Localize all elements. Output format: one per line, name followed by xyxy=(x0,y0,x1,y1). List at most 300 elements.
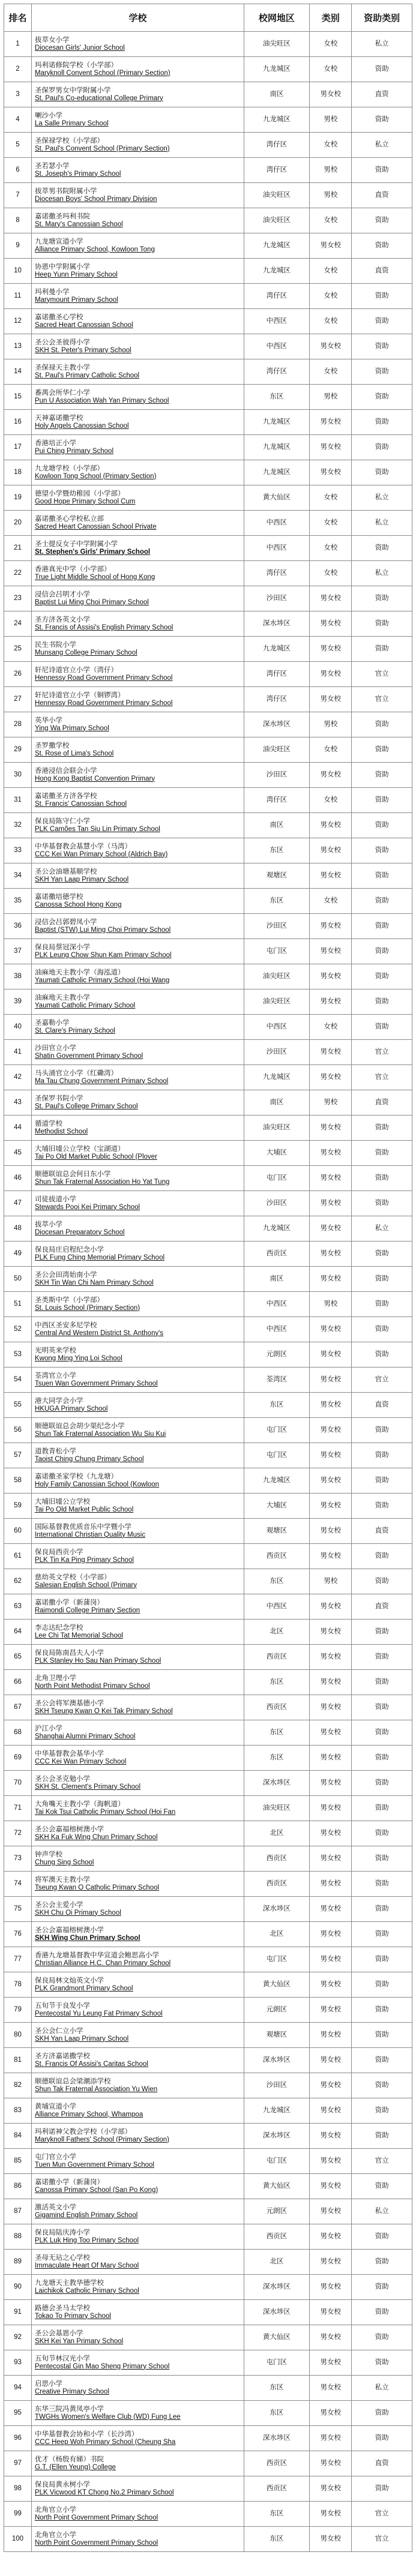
school-name-zh: 五旬节林汉光小学 xyxy=(34,2355,90,2362)
school-name-zh: 东华三院冯黄凤亭小学 xyxy=(34,2405,104,2413)
school-name-en: Lee Chi Tat Memorial School xyxy=(34,1632,123,1639)
district-cell: 沙田区 xyxy=(244,2073,310,2098)
school-name-zh: 保良局蔡冠深小学 xyxy=(34,943,90,951)
table-row xyxy=(4,1494,412,1519)
school-name-en: St. Joseph's Primary School xyxy=(34,170,121,178)
school-name-zh: 圣公会田湾始南小学 xyxy=(34,1271,97,1279)
school-cell xyxy=(31,2124,244,2149)
school-name-en: Alliance Primary School, Kowloon Tong xyxy=(34,245,155,253)
funding-cell: 资助 xyxy=(352,637,412,662)
funding-cell: 资助 xyxy=(352,410,412,435)
school-name-en: HKUGA Primary School xyxy=(34,1405,108,1413)
funding-cell: 私立 xyxy=(352,485,412,511)
rank-cell: 10 xyxy=(4,259,32,284)
district-cell: 中西区 xyxy=(244,536,310,561)
school-name-zh: 北角官立小学 xyxy=(34,2506,76,2514)
school-name-zh: 拔萃男书院附属小学 xyxy=(34,187,97,195)
gender-cell: 女校 xyxy=(310,788,352,813)
rank-cell: 85 xyxy=(4,2149,32,2174)
school-cell xyxy=(31,813,244,838)
school-cell xyxy=(31,1040,244,1065)
school-name-en: Munsang College Primary School xyxy=(34,649,137,656)
funding-cell: 资助 xyxy=(352,2426,412,2451)
rank-cell: 98 xyxy=(4,2476,32,2502)
rank-cell: 19 xyxy=(4,485,32,511)
rank-cell: 50 xyxy=(4,1267,32,1292)
table-row xyxy=(4,1771,412,1796)
gender-cell: 男女校 xyxy=(310,2224,352,2250)
funding-cell: 资助 xyxy=(352,611,412,637)
district-cell: 西贡区 xyxy=(244,2476,310,2502)
school-ranking-table xyxy=(4,4,412,2552)
rank-cell: 14 xyxy=(4,359,32,385)
school-cell xyxy=(31,309,244,334)
district-cell: 东区 xyxy=(244,1393,310,1418)
funding-cell: 资助 xyxy=(352,712,412,737)
rank-cell: 46 xyxy=(4,1166,32,1191)
rank-cell: 47 xyxy=(4,1191,32,1216)
district-cell: 黄大仙区 xyxy=(244,485,310,511)
funding-cell: 私立 xyxy=(352,2199,412,2224)
school-name-zh: 中华基督教会协和小学（长沙湾） xyxy=(34,2430,139,2438)
school-name-zh: 德望小学暨幼稚园（小学部） xyxy=(34,490,125,497)
district-cell: 中西区 xyxy=(244,511,310,536)
funding-cell: 资助 xyxy=(352,1998,412,2023)
school-name-zh: 浸信会吕郭碧凤小学 xyxy=(34,918,97,926)
school-cell xyxy=(31,1443,244,1468)
header-district: 校网地区 xyxy=(244,4,310,32)
school-name-en: Raimondi College Primary Section xyxy=(34,1606,140,1614)
funding-cell: 资助 xyxy=(352,435,412,460)
school-name-en: PLK Camões Tan Siu Lin Primary School xyxy=(34,825,160,833)
funding-cell: 私立 xyxy=(352,1216,412,1241)
gender-cell: 男女校 xyxy=(310,1317,352,1342)
district-cell: 南区 xyxy=(244,1090,310,1115)
school-cell xyxy=(31,1065,244,1090)
school-name-en: Yaumati Catholic Primary School (Hoi Wang xyxy=(34,976,170,984)
school-cell xyxy=(31,2023,244,2048)
table-row xyxy=(4,485,412,511)
school-cell xyxy=(31,1720,244,1746)
table-row xyxy=(4,284,412,309)
school-cell xyxy=(31,2149,244,2174)
funding-cell: 资助 xyxy=(352,2048,412,2073)
school-name-en: Tseung Kwan O Catholic Primary School xyxy=(34,1884,160,1891)
school-name-zh: 圣保罗男女中学附属小学 xyxy=(34,86,111,94)
funding-cell: 资助 xyxy=(352,939,412,964)
funding-cell: 资助 xyxy=(352,914,412,939)
funding-cell: 资助 xyxy=(352,1468,412,1494)
table-row xyxy=(4,1519,412,1544)
school-name-en: PLK Tin Ka Ping Primary School xyxy=(34,1556,134,1564)
rank-cell: 65 xyxy=(4,1645,32,1670)
gender-cell: 男女校 xyxy=(310,2073,352,2098)
school-name-en: St. Rose of Lima's School xyxy=(34,749,114,757)
funding-cell: 资助 xyxy=(352,1821,412,1846)
funding-cell: 资助 xyxy=(352,586,412,611)
funding-cell: 资助 xyxy=(352,536,412,561)
school-name-en: Pun U Association Wah Yan Primary School xyxy=(34,397,169,404)
school-cell xyxy=(31,1544,244,1569)
gender-cell: 男女校 xyxy=(310,964,352,989)
school-cell xyxy=(31,1494,244,1519)
gender-cell: 男女校 xyxy=(310,1998,352,2023)
funding-cell: 资助 xyxy=(352,2401,412,2426)
school-name-zh: 天神嘉诺撒学校 xyxy=(34,414,83,422)
rank-cell: 42 xyxy=(4,1065,32,1090)
school-name-en: Sacred Heart Canossian School Private xyxy=(34,523,157,530)
school-name-en: St. Francis' Canossian School xyxy=(34,800,127,808)
district-cell: 西贡区 xyxy=(244,1872,310,1897)
table-row xyxy=(4,2073,412,2098)
funding-cell: 资助 xyxy=(352,1872,412,1897)
funding-cell: 直资 xyxy=(352,82,412,107)
funding-cell: 资助 xyxy=(352,1897,412,1922)
table-row xyxy=(4,1746,412,1771)
table-row xyxy=(4,1670,412,1695)
rank-cell: 9 xyxy=(4,233,32,259)
table-header xyxy=(4,4,412,32)
funding-cell: 资助 xyxy=(352,208,412,233)
school-name-zh: 沙田官立小学 xyxy=(34,1044,76,1052)
school-cell xyxy=(31,1821,244,1846)
rank-cell: 20 xyxy=(4,511,32,536)
table-row xyxy=(4,712,412,737)
school-name-en: PLK Luk Hing Too Primary School xyxy=(34,2236,139,2244)
district-cell: 湾仔区 xyxy=(244,561,310,586)
school-cell xyxy=(31,259,244,284)
district-cell: 油尖旺区 xyxy=(244,989,310,1015)
school-name-zh: 保良局陈南昌夫人小学 xyxy=(34,1649,104,1657)
table-row xyxy=(4,1998,412,2023)
table-row xyxy=(4,1620,412,1645)
funding-cell: 资助 xyxy=(352,1720,412,1746)
district-cell: 西贡区 xyxy=(244,2224,310,2250)
funding-cell: 资助 xyxy=(352,2098,412,2124)
school-name-en: Creative Primary School xyxy=(34,2388,109,2395)
funding-cell: 资助 xyxy=(352,838,412,863)
district-cell: 九龙城区 xyxy=(244,435,310,460)
rank-cell: 17 xyxy=(4,435,32,460)
school-cell xyxy=(31,1292,244,1317)
school-cell xyxy=(31,2401,244,2426)
school-cell xyxy=(31,485,244,511)
funding-cell: 官立 xyxy=(352,1368,412,1393)
funding-cell: 直资 xyxy=(352,1519,412,1544)
table-row xyxy=(4,107,412,133)
rank-cell: 37 xyxy=(4,939,32,964)
school-name-en: North Point Government Primary School xyxy=(34,2514,158,2521)
rank-cell: 64 xyxy=(4,1620,32,1645)
school-name-zh: 光明英来学校 xyxy=(34,1347,76,1354)
funding-cell: 资助 xyxy=(352,1191,412,1216)
gender-cell: 男女校 xyxy=(310,989,352,1015)
gender-cell: 女校 xyxy=(310,889,352,914)
school-cell xyxy=(31,32,244,57)
funding-cell: 资助 xyxy=(352,1494,412,1519)
district-cell: 油尖旺区 xyxy=(244,964,310,989)
funding-cell: 资助 xyxy=(352,1620,412,1645)
school-name-en: PLK Grandmont Primary School xyxy=(34,1984,133,1992)
school-name-en: St. Paul's Convent School (Primary Section) xyxy=(34,145,170,152)
gender-cell: 男女校 xyxy=(310,2426,352,2451)
school-name-zh: 喇沙小学 xyxy=(34,112,62,119)
district-cell: 九龙城区 xyxy=(244,460,310,485)
funding-cell: 资助 xyxy=(352,1267,412,1292)
school-name-zh: 嘉诺撒小学（新蒲岗） xyxy=(34,2178,104,2186)
school-name-zh: 黄埔宣道小学 xyxy=(34,2103,76,2110)
gender-cell: 女校 xyxy=(310,208,352,233)
school-name-en: SKH St. Clement's Primary School xyxy=(34,1783,141,1791)
school-name-zh: 圣公会圣克勉小学 xyxy=(34,1775,90,1783)
rank-cell: 87 xyxy=(4,2199,32,2224)
gender-cell: 男女校 xyxy=(310,914,352,939)
gender-cell: 男校 xyxy=(310,1569,352,1594)
district-cell: 南区 xyxy=(244,1267,310,1292)
school-cell xyxy=(31,889,244,914)
rank-cell: 80 xyxy=(4,2023,32,2048)
district-cell: 深水埗区 xyxy=(244,2124,310,2149)
gender-cell: 男女校 xyxy=(310,2476,352,2502)
school-name-en: Christian Alliance H.C. Chan Primary School xyxy=(34,1959,171,1967)
rank-cell: 58 xyxy=(4,1468,32,1494)
school-cell xyxy=(31,2376,244,2401)
table-row xyxy=(4,1065,412,1090)
district-cell: 西贡区 xyxy=(244,2451,310,2476)
school-cell xyxy=(31,1620,244,1645)
school-name-zh: 玛利曼小学 xyxy=(34,288,70,296)
rank-cell: 93 xyxy=(4,2350,32,2376)
district-cell: 九龙城区 xyxy=(244,1216,310,1241)
school-cell xyxy=(31,2502,244,2527)
table-row xyxy=(4,1645,412,1670)
funding-cell: 资助 xyxy=(352,2275,412,2300)
gender-cell: 男女校 xyxy=(310,1267,352,1292)
district-cell: 观塘区 xyxy=(244,2023,310,2048)
table-row xyxy=(4,1317,412,1342)
school-name-zh: 保良局庄启程纪念小学 xyxy=(34,1246,104,1253)
rank-cell: 41 xyxy=(4,1040,32,1065)
gender-cell: 男女校 xyxy=(310,662,352,687)
rank-cell: 40 xyxy=(4,1015,32,1040)
rank-cell: 38 xyxy=(4,964,32,989)
school-name-zh: 将军澳天主教小学 xyxy=(34,1876,90,1884)
table-row xyxy=(4,133,412,158)
funding-cell: 资助 xyxy=(352,1241,412,1267)
school-name-en: St. Paul's College Primary School xyxy=(34,1102,138,1110)
district-cell: 屯门区 xyxy=(244,2350,310,2376)
school-cell xyxy=(31,1191,244,1216)
school-cell xyxy=(31,1090,244,1115)
district-cell: 南区 xyxy=(244,813,310,838)
school-cell xyxy=(31,107,244,133)
funding-cell: 资助 xyxy=(352,1569,412,1594)
gender-cell: 男女校 xyxy=(310,763,352,788)
rank-cell: 6 xyxy=(4,158,32,183)
school-name-zh: 圣公会基恩小学 xyxy=(34,2329,83,2337)
school-name-en: Pentecostal Yu Leung Fat Primary School xyxy=(34,2010,163,2017)
gender-cell: 男女校 xyxy=(310,2300,352,2325)
gender-cell: 男校 xyxy=(310,183,352,208)
rank-cell: 61 xyxy=(4,1544,32,1569)
school-name-en: Ying Wa Primary School xyxy=(34,724,109,732)
school-name-en: International Christian Quality Music xyxy=(34,1531,146,1539)
table-row xyxy=(4,1368,412,1393)
table-row xyxy=(4,687,412,712)
school-cell xyxy=(31,1998,244,2023)
school-cell xyxy=(31,788,244,813)
gender-cell: 男女校 xyxy=(310,1443,352,1468)
funding-cell: 资助 xyxy=(352,1418,412,1443)
school-name-zh: 司徒拔道小学 xyxy=(34,1195,76,1203)
rank-cell: 34 xyxy=(4,863,32,889)
district-cell: 九龙城区 xyxy=(244,259,310,284)
school-cell xyxy=(31,2426,244,2451)
table-row xyxy=(4,1191,412,1216)
rank-cell: 97 xyxy=(4,2451,32,2476)
table-row xyxy=(4,385,412,410)
district-cell: 湾仔区 xyxy=(244,788,310,813)
table-row xyxy=(4,586,412,611)
school-cell xyxy=(31,914,244,939)
rank-cell: 27 xyxy=(4,687,32,712)
school-cell xyxy=(31,2451,244,2476)
school-name-en: Maryknoll Convent School (Primary Section) xyxy=(34,69,170,77)
district-cell: 九龙城区 xyxy=(244,1468,310,1494)
district-cell: 深水埗区 xyxy=(244,1771,310,1796)
district-cell: 观塘区 xyxy=(244,863,310,889)
table-row xyxy=(4,1040,412,1065)
district-cell: 屯门区 xyxy=(244,2149,310,2174)
rank-cell: 5 xyxy=(4,133,32,158)
table-row xyxy=(4,1166,412,1191)
school-name-en: Diocesan Girls' Junior School xyxy=(34,44,125,52)
funding-cell: 资助 xyxy=(352,1544,412,1569)
funding-cell: 私立 xyxy=(352,32,412,57)
district-cell: 油尖旺区 xyxy=(244,183,310,208)
funding-cell: 资助 xyxy=(352,813,412,838)
school-name-en: G.T. (Ellen Yeung) College xyxy=(34,2463,116,2471)
gender-cell: 男女校 xyxy=(310,1141,352,1166)
school-name-en: Tai Po Old Market Public School (Plover xyxy=(34,1153,157,1160)
funding-cell: 资助 xyxy=(352,233,412,259)
funding-cell: 资助 xyxy=(352,2350,412,2376)
school-name-en: Tokao To Primary School xyxy=(34,2312,111,2320)
gender-cell: 男女校 xyxy=(310,939,352,964)
gender-cell: 男女校 xyxy=(310,2376,352,2401)
school-name-zh: 顺德联谊总会胡少渠纪念小学 xyxy=(34,1422,125,1430)
funding-cell: 直资 xyxy=(352,1090,412,1115)
gender-cell: 男校 xyxy=(310,158,352,183)
school-name-zh: 荃湾官立小学 xyxy=(34,1372,76,1380)
school-cell xyxy=(31,1519,244,1544)
district-cell: 屯门区 xyxy=(244,1166,310,1191)
rank-cell: 67 xyxy=(4,1695,32,1720)
funding-cell: 资助 xyxy=(352,1115,412,1141)
gender-cell: 男女校 xyxy=(310,1620,352,1645)
district-cell: 东区 xyxy=(244,889,310,914)
gender-cell: 女校 xyxy=(310,561,352,586)
gender-cell: 男女校 xyxy=(310,1897,352,1922)
table-row xyxy=(4,359,412,385)
district-cell: 深水埗区 xyxy=(244,611,310,637)
school-name-en: CCC Kei Wan Primary School (Aldrich Bay) xyxy=(34,850,168,858)
gender-cell: 男女校 xyxy=(310,2250,352,2275)
school-cell xyxy=(31,208,244,233)
school-name-en: Shatin Government Primary School xyxy=(34,1052,143,1060)
table-row xyxy=(4,1443,412,1468)
table-row xyxy=(4,259,412,284)
district-cell: 九龙城区 xyxy=(244,107,310,133)
school-name-en: Hennessy Road Government Primary School xyxy=(34,699,173,707)
table-row xyxy=(4,763,412,788)
rank-cell: 4 xyxy=(4,107,32,133)
district-cell: 沙田区 xyxy=(244,1040,310,1065)
funding-cell: 官立 xyxy=(352,2502,412,2527)
funding-cell: 资助 xyxy=(352,107,412,133)
district-cell: 东区 xyxy=(244,1569,310,1594)
table-row xyxy=(4,1418,412,1443)
school-cell xyxy=(31,1594,244,1620)
gender-cell: 男女校 xyxy=(310,2275,352,2300)
funding-cell: 资助 xyxy=(352,1746,412,1771)
school-name-zh: 圣若瑟小学 xyxy=(34,162,70,170)
school-name-zh: 香港九龙塘基督教中华宣道会鲍思高小学 xyxy=(34,1951,159,1959)
rank-cell: 45 xyxy=(4,1141,32,1166)
district-cell: 九龙城区 xyxy=(244,410,310,435)
rank-cell: 96 xyxy=(4,2426,32,2451)
school-cell xyxy=(31,964,244,989)
rank-cell: 95 xyxy=(4,2401,32,2426)
school-name-zh: 九龙塘学校（小学部） xyxy=(34,464,104,472)
rank-cell: 72 xyxy=(4,1821,32,1846)
funding-cell: 资助 xyxy=(352,788,412,813)
rank-cell: 91 xyxy=(4,2300,32,2325)
school-cell xyxy=(31,712,244,737)
rank-cell: 1 xyxy=(4,32,32,57)
district-cell: 东区 xyxy=(244,1746,310,1771)
funding-cell: 资助 xyxy=(352,460,412,485)
rank-cell: 8 xyxy=(4,208,32,233)
gender-cell: 男女校 xyxy=(310,687,352,712)
district-cell: 九龙城区 xyxy=(244,2098,310,2124)
table-row xyxy=(4,57,412,82)
school-name-en: Immaculate Heart Of Mary School xyxy=(34,2262,139,2269)
funding-cell: 资助 xyxy=(352,1342,412,1368)
gender-cell: 男女校 xyxy=(310,2451,352,2476)
funding-cell: 资助 xyxy=(352,1645,412,1670)
school-cell xyxy=(31,133,244,158)
school-name-en: True Light Middle School of Hong Kong xyxy=(34,573,155,581)
rank-cell: 82 xyxy=(4,2073,32,2098)
district-cell: 东区 xyxy=(244,838,310,863)
table-row xyxy=(4,2350,412,2376)
rank-cell: 11 xyxy=(4,284,32,309)
school-name-zh: 沪江小学 xyxy=(34,1725,62,1732)
school-name-zh: 循道学校 xyxy=(34,1120,62,1127)
school-cell xyxy=(31,586,244,611)
table-row xyxy=(4,1972,412,1998)
school-name-en: North Point Methodist Primary School xyxy=(34,1682,150,1690)
school-name-en: Pentecostal Gin Mao Sheng Primary School xyxy=(34,2362,170,2370)
district-cell: 屯门区 xyxy=(244,1418,310,1443)
gender-cell: 男女校 xyxy=(310,1922,352,1947)
rank-cell: 69 xyxy=(4,1746,32,1771)
district-cell: 湾仔区 xyxy=(244,359,310,385)
school-name-en: Diocesan Boys' School Primary Division xyxy=(34,195,157,203)
school-name-zh: 圣保禄天主教小学 xyxy=(34,364,90,371)
school-cell xyxy=(31,2350,244,2376)
